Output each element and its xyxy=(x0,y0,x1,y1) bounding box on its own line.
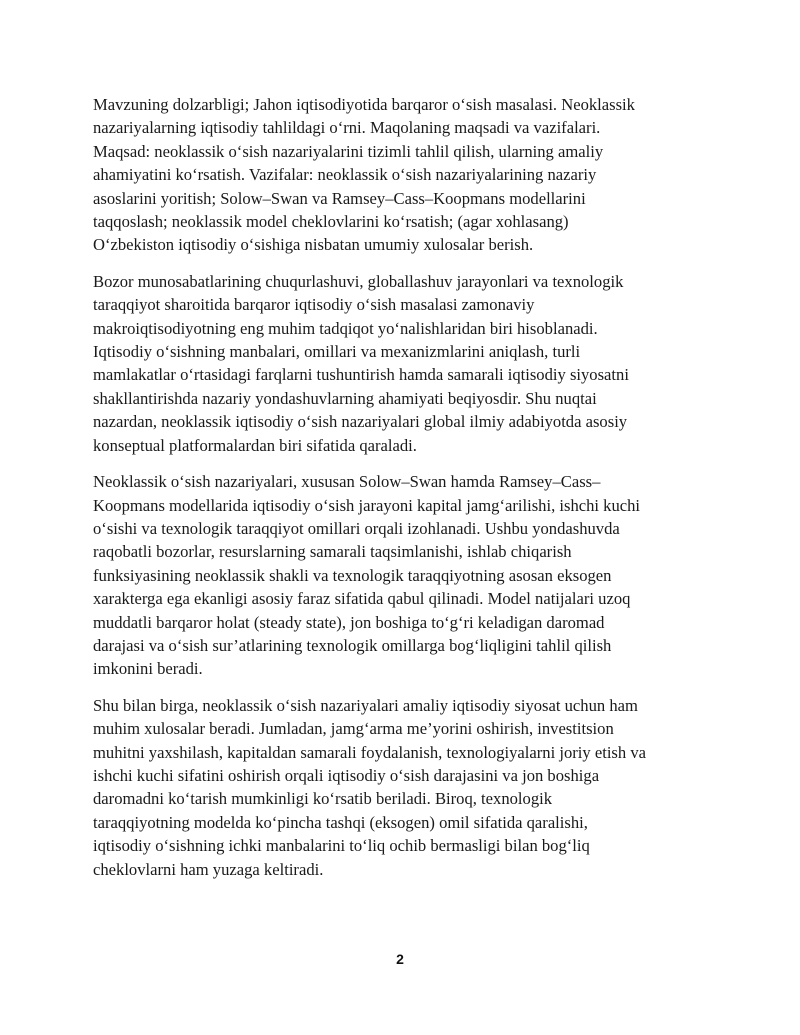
paragraph-relevance: Mavzuning dolzarbligi; Jahon iqtisodiyotida barqaror o‘sish masalasi. Neoklassik nazariyalarning iqtisodiy tahlildagi o‘rni. Maqolaning maqsadi va vazifalari. Maqsad: neoklassik o‘sish nazariyalarini tizimli tahlil qilish, ularning amaliy ahamiyatini ko‘rsatish. Vazifalar: neoklassik o‘sish nazariyalarining nazariy asoslarini yoritish; Solow–Swan va Ramsey–Cass–Koopmans modellarini taqqoslash; neoklassik model cheklovlarini ko‘rsatish; (agar xohlasang) O‘zbekiston iqtisodiy o‘sishiga nisbatan umumiy xulosalar berish. xyxy=(93,95,635,255)
paragraph-policy-implications: Shu bilan birga, neoklassik o‘sish nazariyalari amaliy iqtisodiy siyosat uchun ham muhim xulosalar beradi. Jumladan, jamg‘arma me’yorini oshirish, investitsion muhitni yaxshilash, kapitaldan samarali foydalanish, texnologiyalarni joriy etish va ishchi kuchi sifatini oshirish orqali iqtisodiy o‘sish darajasini va jon boshiga daromadni ko‘tarish mumkinligi ko‘rsatib beriladi. Biroq, texnologik taraqqiyotning modelda ko‘pincha tashqi (eksogen) omil sifatida qaralishi, iqtisodiy o‘sishning ichki manbalarini to‘liq ochib bermasligi bilan bog‘liq cheklovlarni ham yuzaga keltiradi. xyxy=(93,695,646,879)
paragraph-neoclassical-models: Neoklassik o‘sish nazariyalari, xususan Solow–Swan hamda Ramsey–Cass– Koopmans modellarida iqtisodiy o‘sish jarayoni kapital jamg‘arilishi, ishchi kuchi o‘sishi va texnologik taraqqiyot omillari orqali izohlanadi. Ushbu yondashuvda raqobatli bozorlar, resurslarning samarali taqsimlanishi, ishlab chiqarish funksiyasining neoklassik shakli va texnologik taraqqiyotning asosan eksogen xarakterga ega ekanligi asosiy faraz sifatida qabul qilinadi. Model natijalari uzoq muddatli barqaror holat (steady state), jon boshiga to‘g‘ri keladigan daromad darajasi va o‘sish sur’atlarining texnologik omillarga bog‘liqligini tahlil qilish imkonini beradi. xyxy=(93,472,641,679)
page-body xyxy=(93,93,708,894)
page-number: 2 xyxy=(396,951,404,967)
paragraph-market-relations: Bozor munosabatlarining chuqurlashuvi, globallashuv jarayonlari va texnologik taraqqiyot sharoitida barqaror iqtisodiy o‘sish masalasi zamonaviy makroiqtisodiyotning eng muhim tadqiqot yo‘nalishlaridan biri hisoblanadi. Iqtisodiy o‘sishning manbalari, omillari va mexanizmlarini aniqlash, turli mamlakatlar o‘rtasidagi farqlarni tushuntirish hamda samarali iqtisodiy siyosatni shakllantirishda nazariy yondashuvlarning ahamiyati beqiyosdir. Shu nuqtai nazardan, neoklassik iqtisodiy o‘sish nazariyalari global ilmiy adabiyotda asosiy konseptual platformalardan biri sifatida qaraladi. xyxy=(93,271,629,455)
